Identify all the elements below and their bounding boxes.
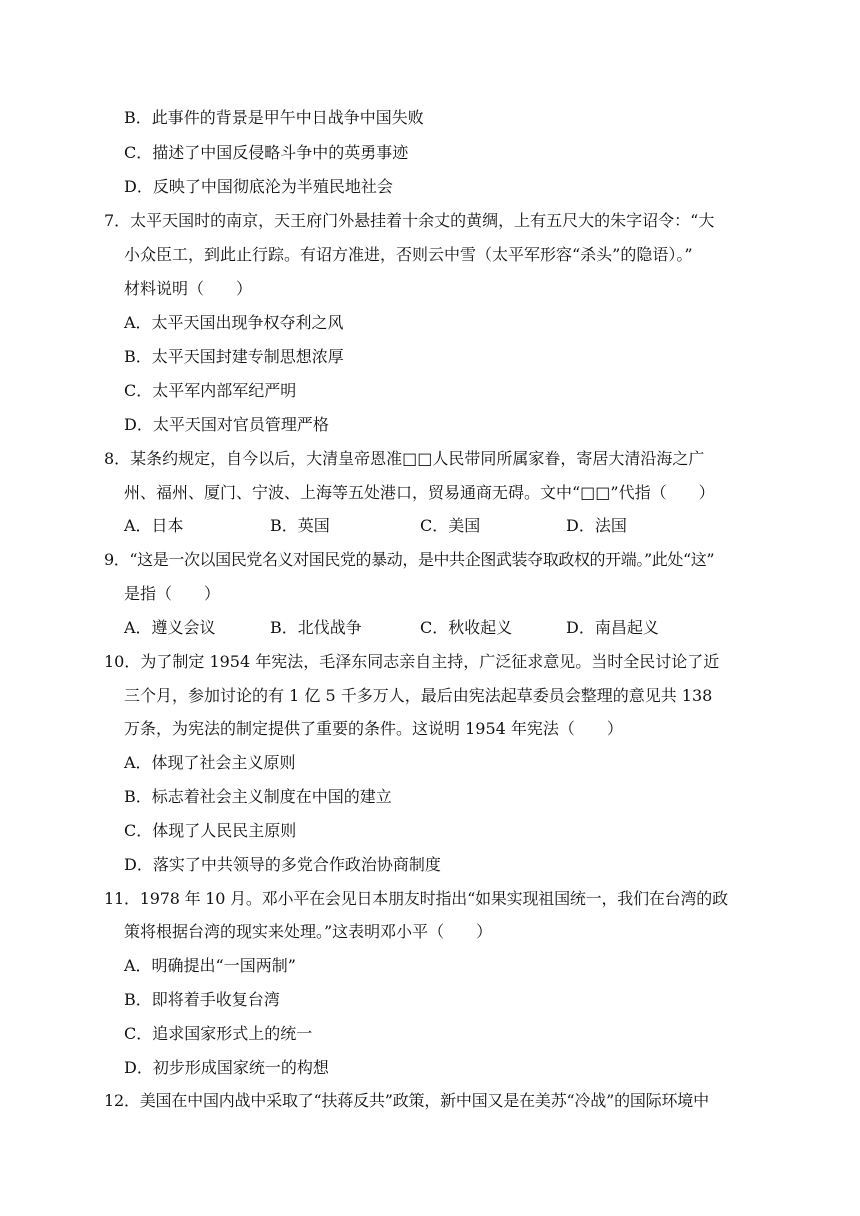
q7-option-c: C．太平军内部军纪严明: [124, 381, 297, 400]
q12-stem-line-1: 12．美国在中国内战中采取了“扶蒋反共”政策，新中国又是在美苏“冷战”的国际环境中: [104, 1091, 709, 1110]
q9-stem-line-2: 是指（ ）: [124, 584, 221, 603]
q7-stem-line-1: 7．太平天国时的南京，天王府门外悬挂着十余丈的黄绸，上有五尺大的朱字诏令：“大: [104, 211, 715, 230]
q10-option-d: D．落实了中共领导的多党合作政治协商制度: [124, 855, 441, 874]
q8-option-b: B．英国: [270, 516, 330, 535]
q7-option-d: D．太平天国对官员管理严格: [124, 415, 329, 434]
q7-option-b: B．太平天国封建专制思想浓厚: [124, 347, 344, 366]
q9-option-c: C．秋收起义: [420, 618, 513, 637]
q10-stem-line-2: 三个月，参加讨论的有 1 亿 5 千多万人，最后由宪法起草委员会整理的意见共 138: [124, 686, 713, 705]
q11-option-b: B．即将着手收复台湾: [124, 990, 280, 1009]
q7-option-a: A．太平天国出现争权夺利之风: [124, 313, 344, 332]
q8-option-a: A．日本: [124, 516, 184, 535]
q6-option-d: D．反映了中国彻底沦为半殖民地社会: [124, 177, 393, 196]
q11-stem-line-2: 策将根据台湾的现实来处理。”这表明邓小平（ ）: [124, 922, 493, 941]
q11-stem-line-1: 11．1978 年 10 月。邓小平在会见日本朋友时指出“如果实现祖国统一，我们在台湾的政: [104, 889, 728, 908]
q11-option-a: A．明确提出“一国两制”: [124, 956, 296, 975]
q8-option-d: D．法国: [566, 516, 627, 535]
q8-option-c: C．美国: [420, 516, 481, 535]
q9-option-a: A．遵义会议: [124, 618, 216, 637]
q8-stem-line-1: 8．某条约规定，自今以后，大清皇帝恩准□□人民带同所属家眷，寄居大清沿海之广: [104, 449, 705, 468]
q7-stem-line-2: 小众臣工，到此止行踪。有诏方准进，否则云中雪（太平军形容“杀头”的隐语）。”: [124, 245, 693, 264]
q11-option-c: C．追求国家形式上的统一: [124, 1024, 313, 1043]
q6-option-c: C．描述了中国反侵略斗争中的英勇事迹: [124, 143, 409, 162]
q7-stem-line-3: 材料说明（ ）: [124, 279, 253, 298]
q10-stem-line-3: 万条，为宪法的制定提供了重要的条件。这说明 1954 年宪法（ ）: [124, 719, 623, 738]
q8-stem-line-2: 州、福州、厦门、宁波、上海等五处港口，贸易通商无碍。文中“□□”代指（ ）: [124, 483, 715, 502]
q6-option-b: B．此事件的背景是甲午中日战争中国失败: [124, 108, 424, 127]
q10-stem-line-1: 10．为了制定 1954 年宪法，毛泽东同志亲自主持，广泛征求意见。当时全民讨论了近: [104, 652, 720, 671]
q9-stem-line-1: 9．“这是一次以国民党名义对国民党的暴动，是中共企图武装夺取政权的开端。”此处“这”: [104, 550, 715, 569]
q9-option-d: D．南昌起义: [566, 618, 659, 637]
q10-option-c: C．体现了人民民主原则: [124, 821, 297, 840]
q11-option-d: D．初步形成国家统一的构想: [124, 1058, 329, 1077]
q10-option-a: A．体现了社会主义原则: [124, 753, 296, 772]
q10-option-b: B．标志着社会主义制度在中国的建立: [124, 787, 392, 806]
q9-option-b: B．北伐战争: [270, 618, 362, 637]
